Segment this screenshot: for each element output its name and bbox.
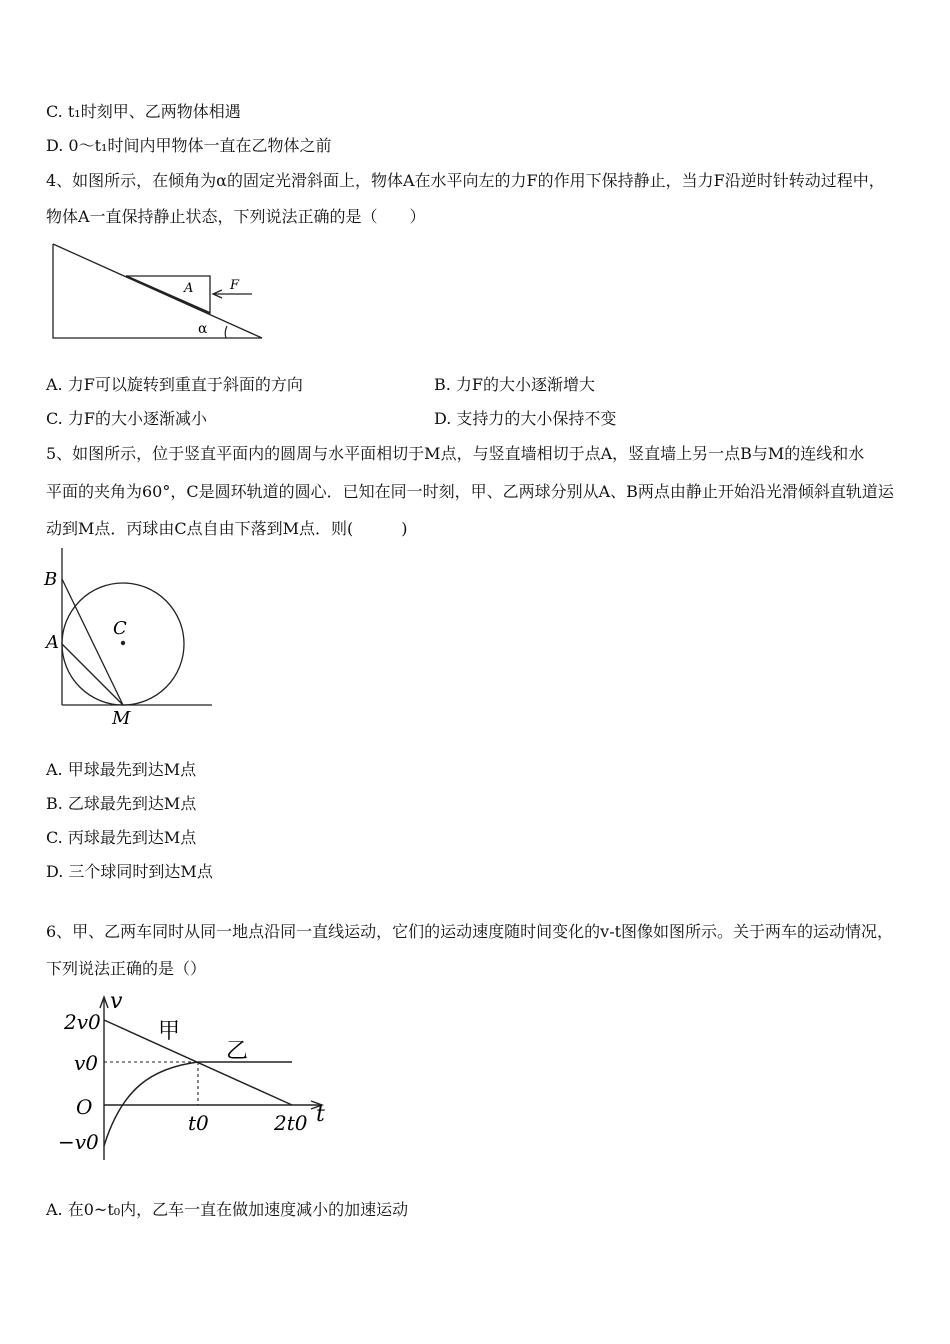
x-2t0-label: 2t0 xyxy=(274,1111,308,1135)
q6-option-a: A. 在0~t₀内，乙车一直在做加速度减小的加速运动 xyxy=(46,1200,409,1219)
q4-option-c: C. 力F的大小逐渐减小 xyxy=(46,409,207,428)
q6-stem-line2: 下列说法正确的是（） xyxy=(46,959,207,978)
q5-option-a: A. 甲球最先到达M点 xyxy=(46,760,197,779)
v-axis-label: v xyxy=(110,989,123,1014)
label-a: A xyxy=(46,632,59,653)
chord-a-m xyxy=(62,644,123,705)
q4-stem-line1: 4、如图所示，在倾角为α的固定光滑斜面上，物体A在水平向左的力F的作用下保持静止，当力F沿逆时针转动过程中， xyxy=(46,171,885,190)
label-m: M xyxy=(112,708,131,729)
t-axis-label: t xyxy=(316,1102,325,1127)
q6-vt-graph xyxy=(52,988,342,1164)
q4-option-b: B. 力F的大小逐渐增大 xyxy=(434,375,596,394)
alpha-label: α xyxy=(198,321,208,337)
center-point xyxy=(121,641,125,645)
series-jia-label: 甲 xyxy=(158,1019,181,1044)
q4-option-d: D. 支持力的大小保持不变 xyxy=(434,409,617,428)
q4-incline-figure xyxy=(50,240,270,344)
x-t0-label: t0 xyxy=(188,1111,209,1135)
q4-option-a: A. 力F可以旋转到重直于斜面的方向 xyxy=(46,375,303,394)
series-yi-label: 乙 xyxy=(226,1039,249,1064)
q6-stem-line1: 6、甲、乙两车同时从同一地点沿同一直线运动，它们的运动速度随时间变化的v-t图像如图所示。关于两车的运动情况， xyxy=(46,922,894,941)
q5-option-c: C. 丙球最先到达M点 xyxy=(46,828,197,847)
chord-b-m xyxy=(62,579,123,705)
q5-stem-line2: 平面的夹角为60°，C是圆环轨道的圆心．已知在同一时刻，甲、乙两球分别从A、B两点由静止开始沿光滑倾斜直轨道运 xyxy=(46,482,894,501)
label-c: C xyxy=(113,618,127,639)
q5-stem-line1: 5、如图所示，位于竖直平面内的圆周与水平面相切于M点，与竖直墙相切于点A，竖直墙上另一点B与M的连线和水 xyxy=(46,444,865,463)
q3-option-d: D. 0～t₁时间内甲物体一直在乙物体之前 xyxy=(46,136,332,155)
y-v0-label: v0 xyxy=(74,1051,99,1075)
origin-label: O xyxy=(76,1095,93,1119)
label-b: B xyxy=(44,569,58,590)
q3-option-c: C. t₁时刻甲、乙两物体相遇 xyxy=(46,102,241,121)
q5-option-d: D. 三个球同时到达M点 xyxy=(46,862,213,881)
angle-arc xyxy=(225,326,227,338)
y-2v0-label: 2v0 xyxy=(64,1010,101,1034)
y-neg-v0-label: −v0 xyxy=(58,1130,99,1154)
q5-option-b: B. 乙球最先到达M点 xyxy=(46,794,197,813)
q5-stem-line3: 动到M点．丙球由C点自由下落到M点．则( ) xyxy=(46,519,408,538)
block-a-label: A xyxy=(184,281,194,296)
force-f-label: F xyxy=(230,278,240,293)
q5-circle-figure xyxy=(40,546,220,732)
q4-stem-line2: 物体A一直保持静止状态，下列说法正确的是（ ） xyxy=(46,207,426,226)
